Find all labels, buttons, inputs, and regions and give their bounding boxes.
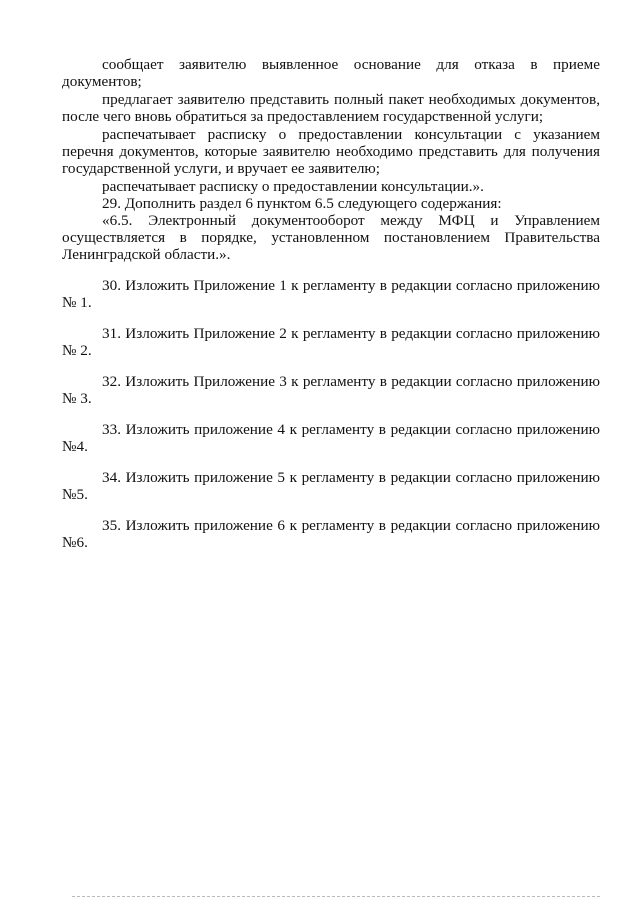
paragraph-receipt-with-list: распечатывает расписку о предоставлении консультации с указанием перечня документов, которые заявителю необходимо представить для получения государственной услуги, и вручает ее заявителю; [62,126,600,177]
paragraph-item-31: 31. Изложить Приложение 2 к регламенту в редакции согласно приложению № 2. [62,325,600,359]
paragraph-item-34: 34. Изложить приложение 5 к регламенту в редакции согласно приложению №5. [62,469,600,503]
paragraph-item-29: 29. Дополнить раздел 6 пунктом 6.5 следующего содержания: [102,195,502,212]
paragraph-item-30: 30. Изложить Приложение 1 к регламенту в редакции согласно приложению № 1. [62,277,600,311]
paragraph-item-32: 32. Изложить Приложение 3 к регламенту в редакции согласно приложению № 3. [62,373,600,407]
paragraph-item-35: 35. Изложить приложение 6 к регламенту в редакции согласно приложению №6. [62,517,600,551]
paragraph-refusal-notice: сообщает заявителю выявленное основание для отказа в приеме документов; [62,56,600,90]
document-body [62,56,600,551]
paragraph-full-package: предлагает заявителю представить полный пакет необходимых документов, после чего вновь обратиться за предоставлением государственной услуги; [62,91,600,125]
scan-edge-divider [72,896,600,898]
paragraph-item-33: 33. Изложить приложение 4 к регламенту в редакции согласно приложению №4. [62,421,600,455]
paragraph-receipt-consultation: распечатывает расписку о предоставлении консультации.». [102,178,484,195]
paragraph-item-6-5: «6.5. Электронный документооборот между МФЦ и Управлением осуществляется в порядке, установленном постановлением Правительства Ленинградской области.». [62,212,600,263]
